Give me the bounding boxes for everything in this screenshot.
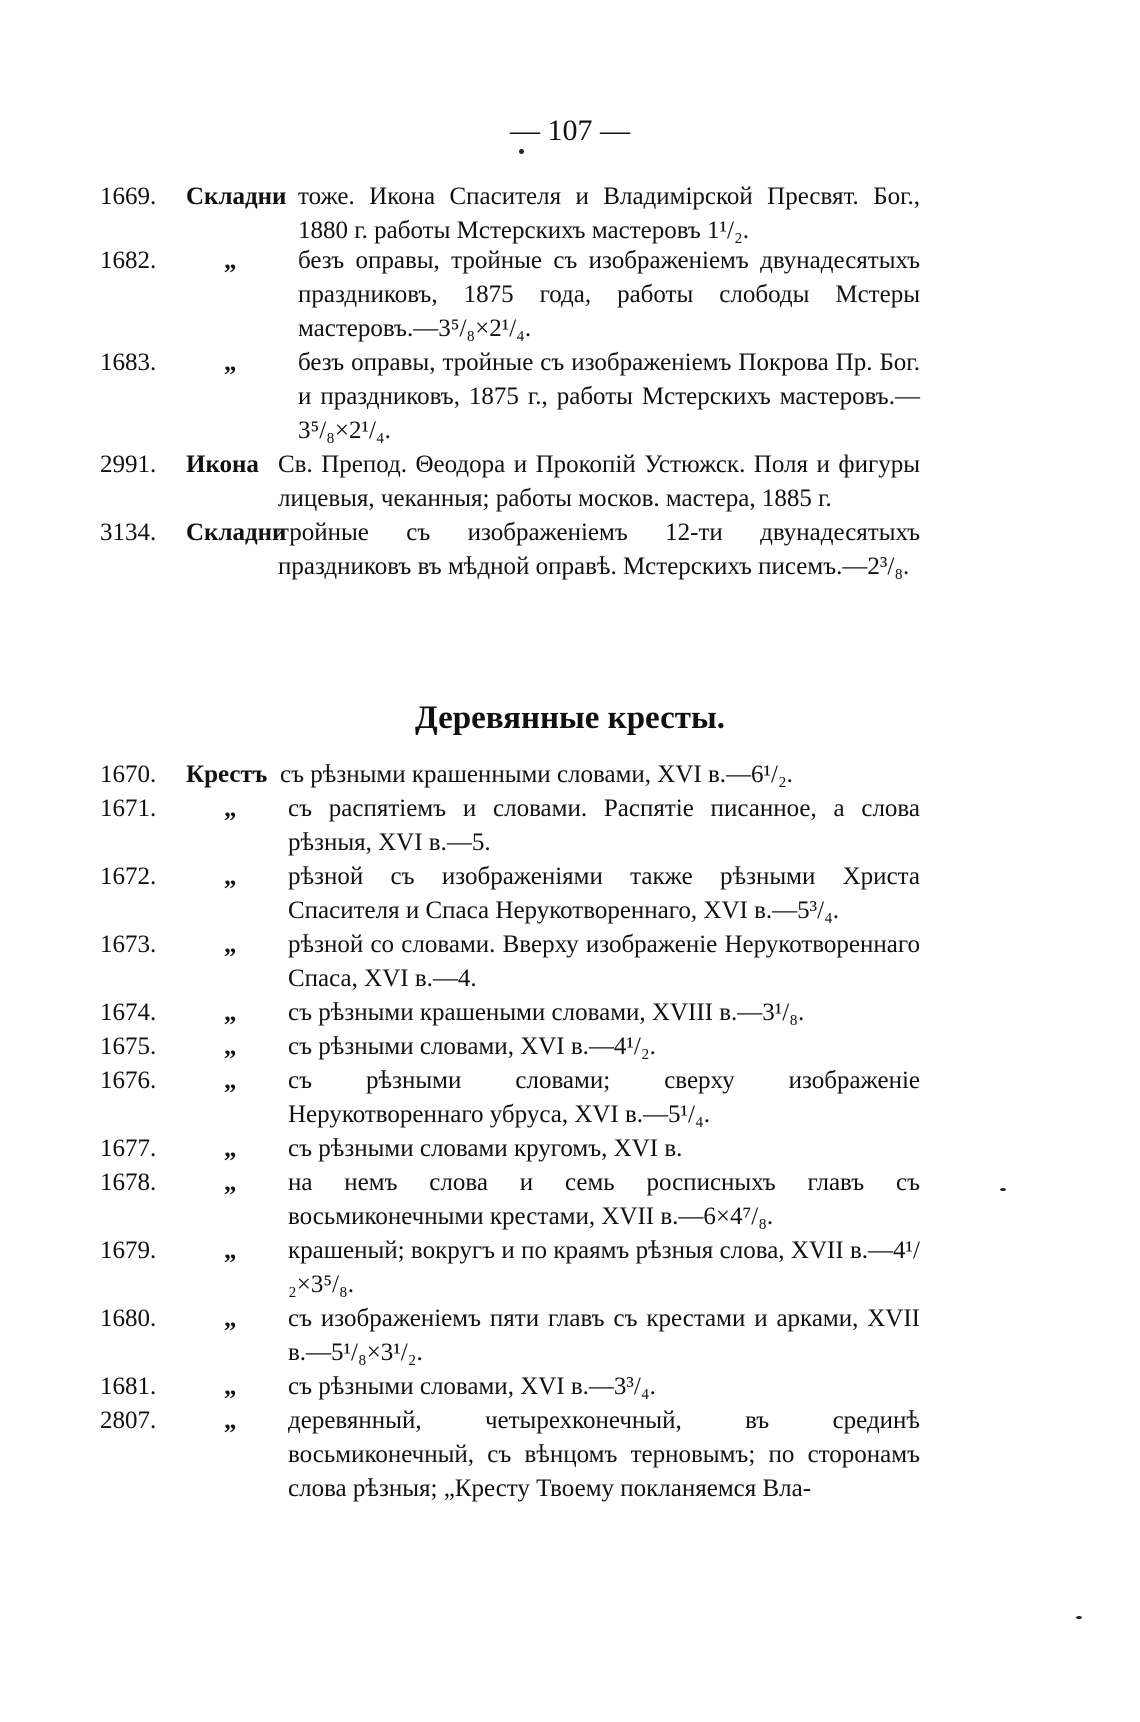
list-item — [100, 1166, 920, 1234]
section-title: Деревянные кресты. — [415, 700, 725, 736]
entry-number: 1683. — [100, 349, 157, 376]
list-item — [100, 180, 920, 248]
ditto-mark: „ — [224, 1305, 237, 1332]
entry-number: 1677. — [100, 1135, 157, 1162]
list-item — [100, 1132, 920, 1166]
entry-text: тройные съ изображенiемъ 12-ти двунадесятыхъ праздниковъ въ мѣдной оправѣ. Мстерскихъ писемъ.—2³/₈. — [278, 519, 920, 580]
list-item — [100, 516, 920, 584]
entry-text: крашеный; вокругъ и по краямъ рѣзныя слова, XVII в.—4¹/₂×3⁵/₈. — [288, 1237, 920, 1298]
list-item — [100, 1404, 920, 1506]
entry-number: 1680. — [100, 1305, 157, 1332]
entry-number: 2807. — [100, 1407, 157, 1434]
list-item — [100, 448, 920, 516]
entry-text: съ рѣзными крашеными словами, XVIII в.—3¹/₈. — [288, 999, 805, 1026]
ditto-mark: „ — [224, 1135, 237, 1162]
entry-number: 3134. — [100, 519, 157, 546]
entry-text: рѣзной съ изображенiями также рѣзными Христа Спасителя и Спаса Нерукотвореннаго, XVI в.—5³/₄. — [288, 863, 920, 924]
entry-text: на немъ слова и семь росписныхъ главъ съ восьмиконечными крестами, XVII в.—6×4⁷/₈. — [288, 1169, 920, 1230]
icon-list — [100, 180, 920, 584]
list-item — [100, 1064, 920, 1132]
ditto-mark: „ — [224, 1407, 237, 1434]
ditto-mark: „ — [224, 349, 237, 376]
print-dot — [1076, 1616, 1082, 1619]
entry-label: Крестъ — [186, 761, 268, 788]
entry-text: съ рѣзными словами, XVI в.—4¹/₂. — [288, 1033, 656, 1060]
ditto-mark: „ — [224, 863, 237, 890]
list-item — [100, 1234, 920, 1302]
ditto-mark: „ — [224, 1067, 237, 1094]
page-number: — 107 — — [510, 114, 630, 147]
entry-text: съ рѣзными крашенными словами, XVI в.—6¹/₂. — [280, 761, 793, 788]
entry-label: Икона — [186, 451, 259, 478]
list-item — [100, 1030, 920, 1064]
ditto-mark: „ — [224, 1237, 237, 1264]
entry-number: 1670. — [100, 761, 157, 788]
entry-number: 1679. — [100, 1237, 157, 1264]
entry-text: Св. Препод. Θеодора и Прокопiй Устюжск. Поля и фигуры лицевыя, чеканныя; работы москов. мастера, 1885 г. — [278, 451, 920, 512]
entry-text: съ распятiемъ и словами. Распятiе писанное, а слова рѣзныя, XVI в.—5. — [288, 795, 920, 856]
entry-number: 1671. — [100, 795, 157, 822]
list-item — [100, 1370, 920, 1404]
list-item — [100, 860, 920, 928]
entry-label: Складни — [186, 519, 287, 546]
list-item — [100, 792, 920, 860]
entry-number: 2991. — [100, 451, 157, 478]
list-item — [100, 996, 920, 1030]
entry-text: съ рѣзными словами; сверху изображенiе Нерукотвореннаго убруса, XVI в.—5¹/₄. — [288, 1067, 920, 1128]
ditto-mark: „ — [224, 1373, 237, 1400]
entry-number: 1678. — [100, 1169, 157, 1196]
entry-text: деревянный, четырехконечный, въ срединѣ восьмиконечный, съ вѣнцомъ терновымъ; по сторонамъ слова рѣзныя; „Кресту Твоему покланяемся Вла- — [288, 1407, 920, 1502]
print-dot — [1000, 1188, 1006, 1191]
ditto-mark: „ — [224, 1169, 237, 1196]
list-item — [100, 758, 920, 792]
ditto-mark: „ — [224, 999, 237, 1026]
ditto-mark: „ — [224, 931, 237, 958]
entry-text: рѣзной со словами. Вверху изображенiе Нерукотвореннаго Спаса, XVI в.—4. — [288, 931, 920, 992]
list-item — [100, 928, 920, 996]
entry-number: 1682. — [100, 247, 157, 274]
entry-text: тоже. Икона Спасителя и Владимiрской Пресвят. Бог., 1880 г. работы Мстерскихъ мастеровъ 1¹/₂. — [298, 183, 920, 244]
entry-number: 1681. — [100, 1373, 157, 1400]
ditto-mark: „ — [224, 795, 237, 822]
cross-list — [100, 758, 920, 1506]
entry-label: Складни — [186, 183, 287, 210]
entry-text: безъ оправы, тройные съ изображенiемъ двунадесятыхъ праздниковъ, 1875 года, работы слободы Мстеры мастеровъ.—3⁵/₈×2¹/₄. — [298, 247, 920, 342]
ditto-mark: „ — [224, 247, 237, 274]
list-item — [100, 1302, 920, 1370]
list-item — [100, 244, 920, 346]
entry-text: съ рѣзными словами, XVI в.—3³/₄. — [288, 1373, 656, 1400]
entry-number: 1669. — [100, 183, 157, 210]
entry-text: съ рѣзными словами кругомъ, XVI в. — [288, 1135, 683, 1162]
entry-number: 1673. — [100, 931, 157, 958]
entry-number: 1672. — [100, 863, 157, 890]
ditto-mark: „ — [224, 1033, 237, 1060]
print-dot — [519, 149, 524, 154]
entry-number: 1675. — [100, 1033, 157, 1060]
entry-text: съ изображенiемъ пяти главъ съ крестами и арками, XVII в.—5¹/₈×3¹/₂. — [288, 1305, 920, 1366]
entry-text: безъ оправы, тройные съ изображенiемъ Покрова Пр. Бог. и праздниковъ, 1875 г., работы Мстерскихъ мастеровъ.—3⁵/₈×2¹/₄. — [298, 349, 920, 444]
list-item — [100, 346, 920, 448]
entry-number: 1674. — [100, 999, 157, 1026]
entry-number: 1676. — [100, 1067, 157, 1094]
